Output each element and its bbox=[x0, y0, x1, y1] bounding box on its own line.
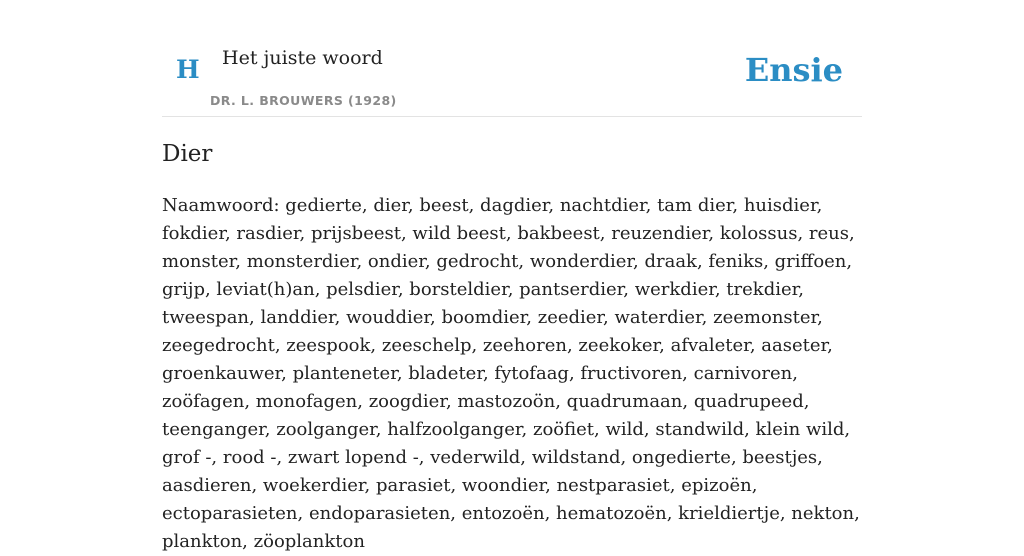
book-logo-letter[interactable]: H bbox=[176, 55, 200, 84]
book-title-link[interactable]: Het juiste woord bbox=[222, 47, 383, 69]
entry-body: Naamwoord: gedierte, dier, beest, dagdier, nachtdier, tam dier, huisdier, fokdier, rasdier, prijsbeest, wild beest, bakbeest, reuzendier, kolossus, reus, monster, monsterdier, ondier, gedrocht, wonderdier, draak, feniks, griffoen, grijp, leviat(h)an, pelsdier, borsteldier, pantserdier, werkdier, trekdier, tweespan, landdier, wouddier, boomdier, zeedier, waterdier, zeemonster, zeegedrocht, zeespook, zeeschelp, zeehoren, zeekoker, afvaleter, aaseter, groenkauwer, planteneter, bladeter, fytofaag, fructivoren, carnivoren, zoöfagen, monofagen, zoogdier, mastozoön, quadrumaan, quadrupeed, teenganger, zoolganger, halfzoolganger, zoöfiet, wild, standwild, klein wild, grof -, rood -, zwart lopend -, vederwild, wildstand, ongedierte, beestjes, aasdieren, woekerdier, parasiet, woondier, nestparasiet, epizoën, ectoparasieten, endoparasieten, entozoën, hematozoën, krieldiertje, nekton, plankton, zöoplankton bbox=[162, 195, 860, 552]
entry-title: Dier bbox=[162, 141, 213, 167]
book-author: DR. L. BROUWERS (1928) bbox=[210, 93, 397, 108]
book-header bbox=[162, 0, 862, 117]
ensie-logo-link[interactable]: Ensie bbox=[744, 51, 843, 89]
